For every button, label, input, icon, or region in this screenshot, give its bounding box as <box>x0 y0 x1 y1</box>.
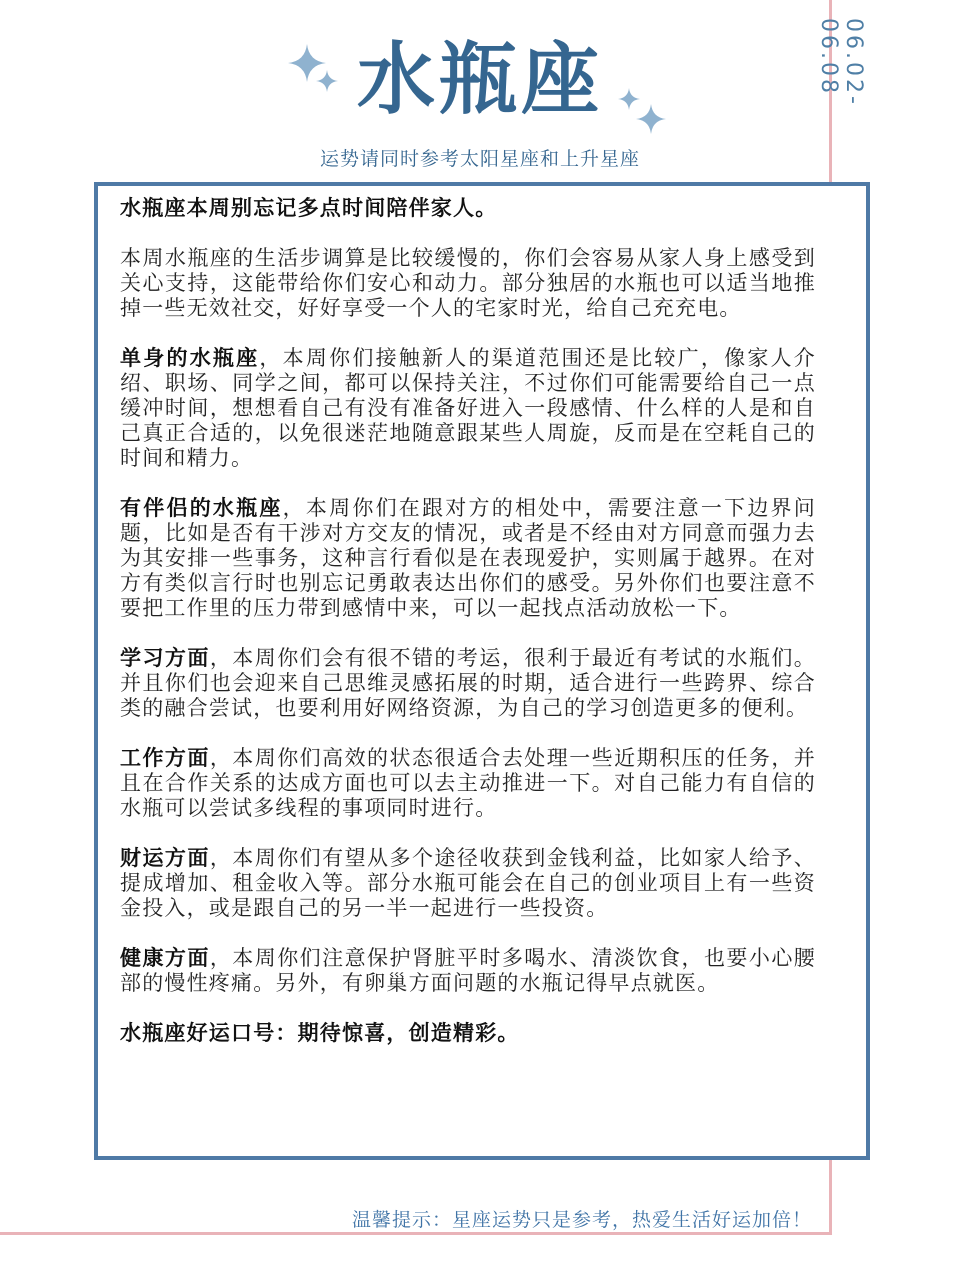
slogan-paragraph <box>120 1021 816 1046</box>
footer-tip: 温馨提示：星座运势只是参考，热爱生活好运加倍！ <box>351 1209 812 1231</box>
partnered-section <box>120 496 816 621</box>
date-range: 06.02-06.08 <box>816 18 866 107</box>
study-heading: 学习方面 <box>120 646 210 670</box>
sparkle-right-large-icon <box>636 104 666 134</box>
single-heading: 单身的水瓶座 <box>120 346 260 370</box>
slogan-text: 水瓶座好运口号：期待惊喜，创造精彩。 <box>120 1021 520 1045</box>
pink-horizontal-line <box>0 1232 832 1235</box>
health-section <box>120 946 816 996</box>
work-text: ，本周你们高效的状态很适合去处理一些近期积压的任务，并且在合作关系的达成方面也可以去主动推进一下。对自己能力有自信的水瓶可以尝试多线程的事项同时进行。 <box>120 746 816 820</box>
partnered-text: ，本周你们在跟对方的相处中，需要注意一下边界问题，比如是否有干涉对方交友的情况，或者是不经由对方同意而强力去为其安排一些事务，这种言行看似是在表现爱护，实则属于越界。在对方有类似言行时也别忘记勇敢表达出你们的感受。另外你们也要注意不要把工作里的压力带到感情中来，可以一起找点活动放松一下。 <box>120 496 816 620</box>
study-section <box>120 646 816 721</box>
wealth-heading: 财运方面 <box>120 846 210 870</box>
work-heading: 工作方面 <box>120 746 210 770</box>
health-heading: 健康方面 <box>120 946 210 970</box>
work-section <box>120 746 816 821</box>
single-text: ，本周你们接触新人的渠道范围还是比较广，像家人介绍、职场、同学之间，都可以保持关注，不过你们可能需要给自己一点缓冲时间，想想看自己有没有准备好进入一段感情、什么样的人是和自己真正合适的，以免很迷茫地随意跟某些人周旋，反而是在空耗自己的时间和精力。 <box>120 346 816 470</box>
overview-paragraph: 本周水瓶座的生活步调算是比较缓慢的，你们会容易从家人身上感受到关心支持，这能带给你们安心和动力。部分独居的水瓶也可以适当地推掉一些无效社交，好好享受一个人的宅家时光，给自己充充电。 <box>120 246 816 320</box>
intro-text: 水瓶座本周别忘记多点时间陪伴家人。 <box>120 196 498 220</box>
intro-paragraph <box>120 196 816 221</box>
partnered-heading: 有伴侣的水瓶座 <box>120 496 283 520</box>
single-section <box>120 346 816 471</box>
horoscope-content <box>120 196 816 1071</box>
page-title: 水瓶座 <box>356 35 603 125</box>
health-text: ，本周你们注意保护肾脏平时多喝水、清淡饮食，也要小心腰部的慢性疼痛。另外，有卵巢方面问题的水瓶记得早点就医。 <box>120 946 816 995</box>
wealth-text: ，本周你们有望从多个途径收获到金钱利益，比如家人给予、提成增加、租金收入等。部分水瓶可能会在自己的创业项目上有一些资金投入，或是跟自己的另一半一起进行一些投资。 <box>120 846 816 920</box>
wealth-section <box>120 846 816 921</box>
study-text: ，本周你们会有很不错的考运，很利于最近有考试的水瓶们。并且你们也会迎来自己思维灵感拓展的时期，适合进行一些跨界、综合类的融合尝试，也要利用好网络资源，为自己的学习创造更多的便利。 <box>120 646 816 720</box>
subtitle: 运势请同时参考太阳星座和上升星座 <box>319 148 640 170</box>
